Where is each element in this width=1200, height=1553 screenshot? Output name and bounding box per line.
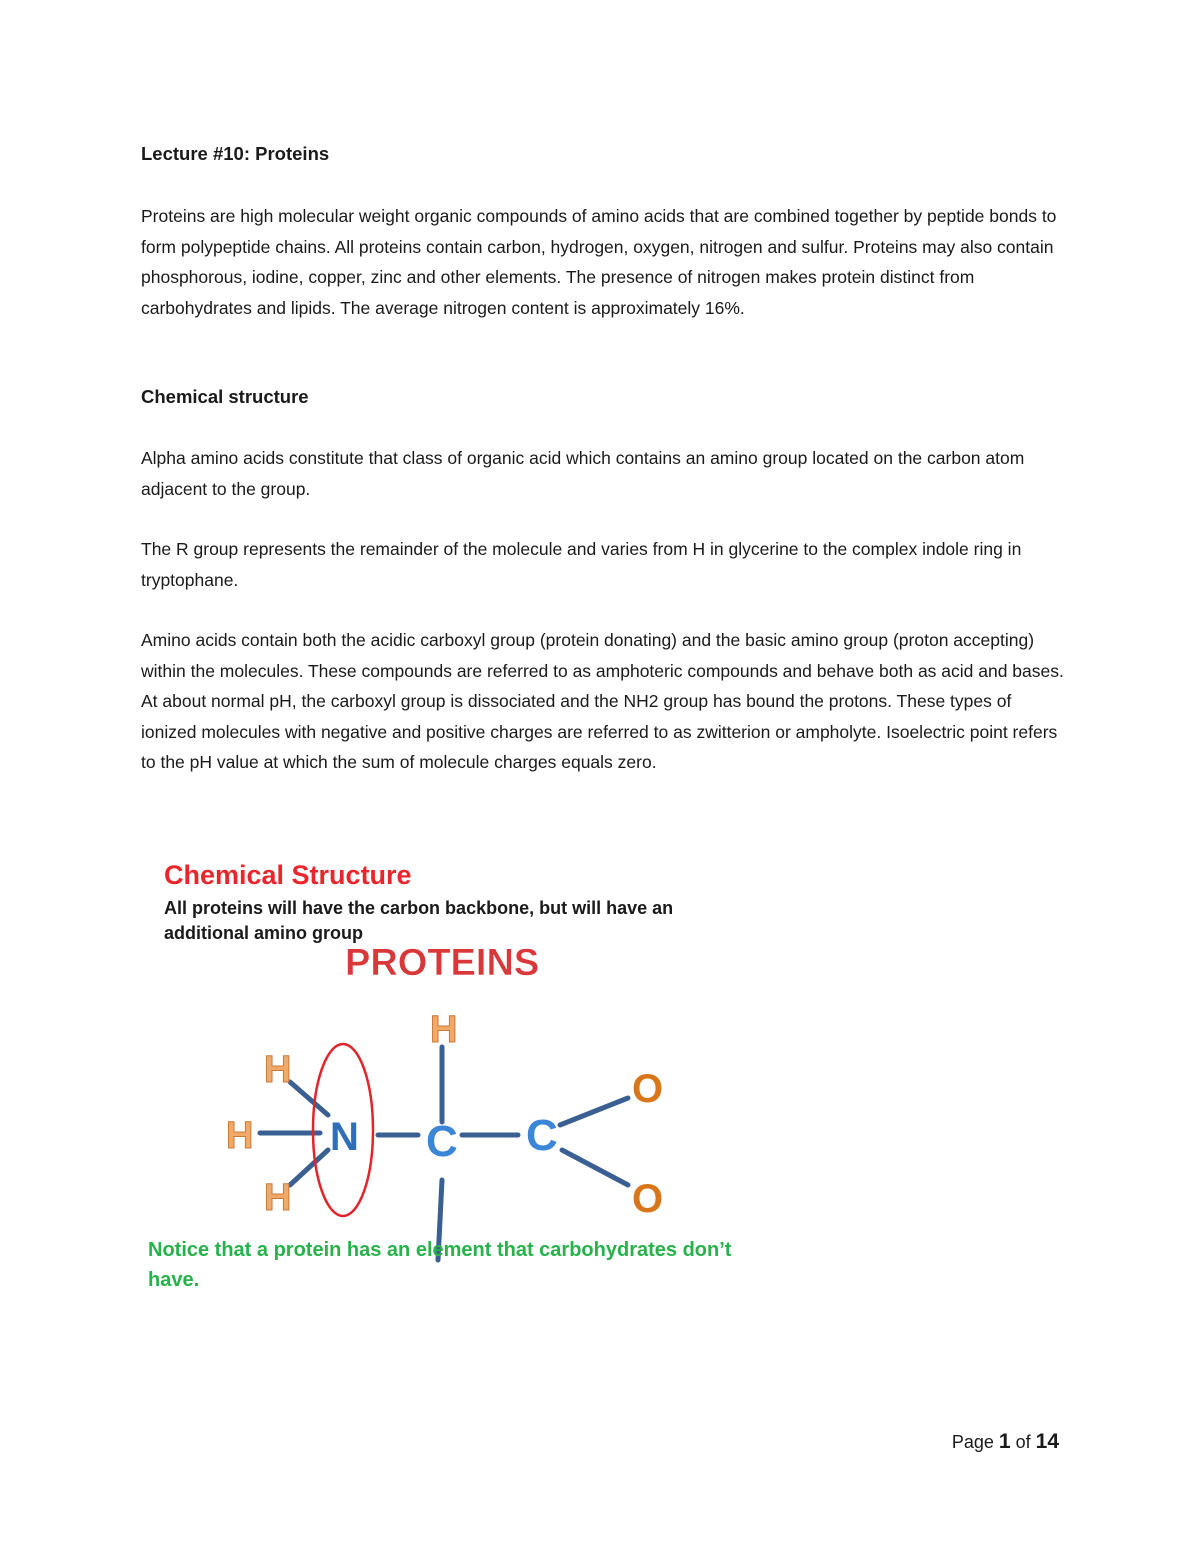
bond-c-o-upper (560, 1098, 628, 1125)
paragraph-amphoteric (141, 625, 1066, 778)
hydrogen-atom-top: H (430, 1009, 458, 1051)
section-heading: Chemical structure (141, 386, 309, 407)
amino-group-diagram (140, 850, 740, 1290)
oxygen-atom-upper: O (632, 1067, 664, 1111)
hydrogen-atom-upper-left: H (264, 1049, 292, 1091)
nitrogen-atom: N (330, 1115, 359, 1159)
carboxyl-carbon-atom: C (526, 1111, 558, 1160)
page-word: Page (951, 1432, 994, 1452)
intro-paragraph-text: Proteins are high molecular weight organic compounds of amino acids that are combined together by peptide bonds to form polypeptide chains. All proteins contain carbon, hydrogen, oxygen, nitrogen and sulfur. Proteins may also contain phosphorous, iodine, copper, zinc and other elements. The presence of nitrogen makes protein distinct from carbohydrates and lipids. The average nitrogen content is approximately 16%. (141, 206, 1057, 318)
paragraph-text: Alpha amino acids constitute that class of organic acid which contains an amino group located on the carbon atom adjacent to the group. (141, 448, 1025, 499)
oxygen-atom-lower: O (632, 1177, 664, 1221)
figure-note: Notice that a protein has an element that carbohydrates don’t have. (148, 1239, 732, 1291)
paragraph-r-group (141, 534, 1066, 595)
protein-structure-figure (140, 850, 740, 1290)
paragraph-alpha-amino (141, 443, 1066, 504)
paragraph-text: The R group represents the remainder of the molecule and varies from H in glycerine to the complex indole ring in tryptophane. (141, 539, 1022, 590)
hydrogen-atom-lower-left: H (264, 1177, 292, 1219)
bond-n-h-lower (290, 1150, 328, 1185)
alpha-carbon-atom: C (426, 1117, 458, 1166)
intro-paragraph (141, 201, 1066, 323)
lecture-title: Lecture #10: Proteins (141, 143, 330, 164)
proteins-banner: PROTEINS (345, 942, 540, 984)
paragraph-text: Amino acids contain both the acidic carboxyl group (protein donating) and the basic amino group (proton accepting) within the molecules. These compounds are referred to as amphoteric compounds and behave both as acid and bases. At about normal pH, the carboxyl group is dissociated and the NH2 group has bound the protons. These types of ionized molecules with negative and positive charges are referred to as zwitterion or ampholyte. Isoelectric point refers to the pH value at which the sum of molecule charges equals zero. (141, 630, 1064, 772)
page-footer (952, 1430, 1059, 1454)
figure-subtitle: All proteins will have the carbon backbone, but will have an additional amino group (164, 898, 674, 943)
page-number: 1 (998, 1430, 1011, 1453)
figure-title: Chemical Structure (164, 860, 412, 890)
total-pages: 14 (1035, 1430, 1059, 1453)
bond-c-o-lower (562, 1150, 628, 1185)
of-word: of (1015, 1432, 1031, 1452)
bond-n-h-upper (290, 1082, 328, 1115)
hydrogen-atom-left: H (226, 1115, 254, 1157)
